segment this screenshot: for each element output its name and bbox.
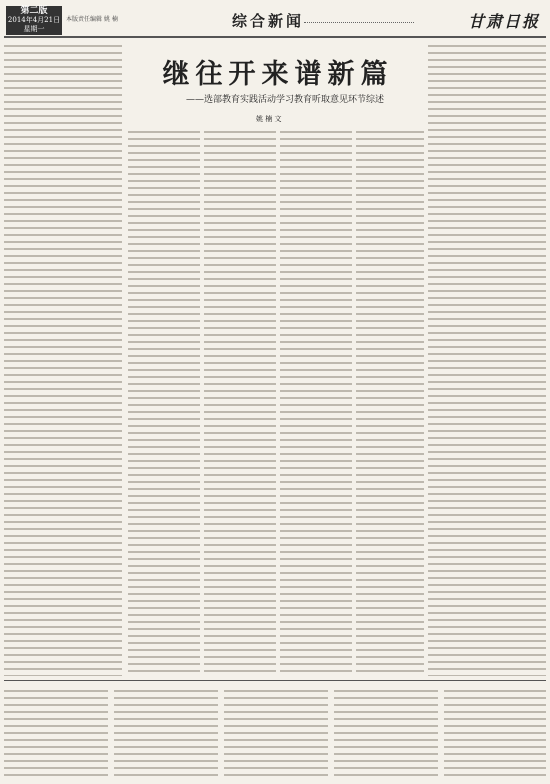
- article-column-2: [128, 128, 200, 676]
- section-title: 综合新闻: [232, 12, 305, 30]
- article-column-3: [204, 128, 276, 676]
- article-subheadline: ——选部教育实践活动学习教育听取意见环节综述: [185, 95, 384, 105]
- article-column-5: [356, 128, 424, 676]
- bottom-column-2: [114, 687, 218, 777]
- bottom-column-4: [334, 687, 438, 777]
- issue-weekday: 星期一: [23, 25, 45, 33]
- issue-box: [6, 6, 62, 35]
- page-number: 第二版: [20, 6, 48, 16]
- editor-credit: 本版责任编辑 姚 楠: [66, 16, 118, 23]
- bottom-column-3: [224, 687, 328, 777]
- article-column-left: [4, 42, 122, 676]
- bottom-column-5: [444, 687, 546, 777]
- article-headline: 继往开来谱新篇: [162, 59, 394, 90]
- bottom-section: [4, 680, 546, 779]
- newspaper-logo: 甘肃日报: [467, 12, 540, 31]
- issue-date: 2014年4月21日: [7, 16, 61, 24]
- decorative-rule: [304, 22, 414, 23]
- masthead: [4, 4, 546, 38]
- article-byline: 姚 楠 文: [256, 115, 282, 123]
- bottom-column-1: [4, 687, 108, 777]
- article-column-4: [280, 128, 352, 676]
- article-column-right: [428, 42, 546, 676]
